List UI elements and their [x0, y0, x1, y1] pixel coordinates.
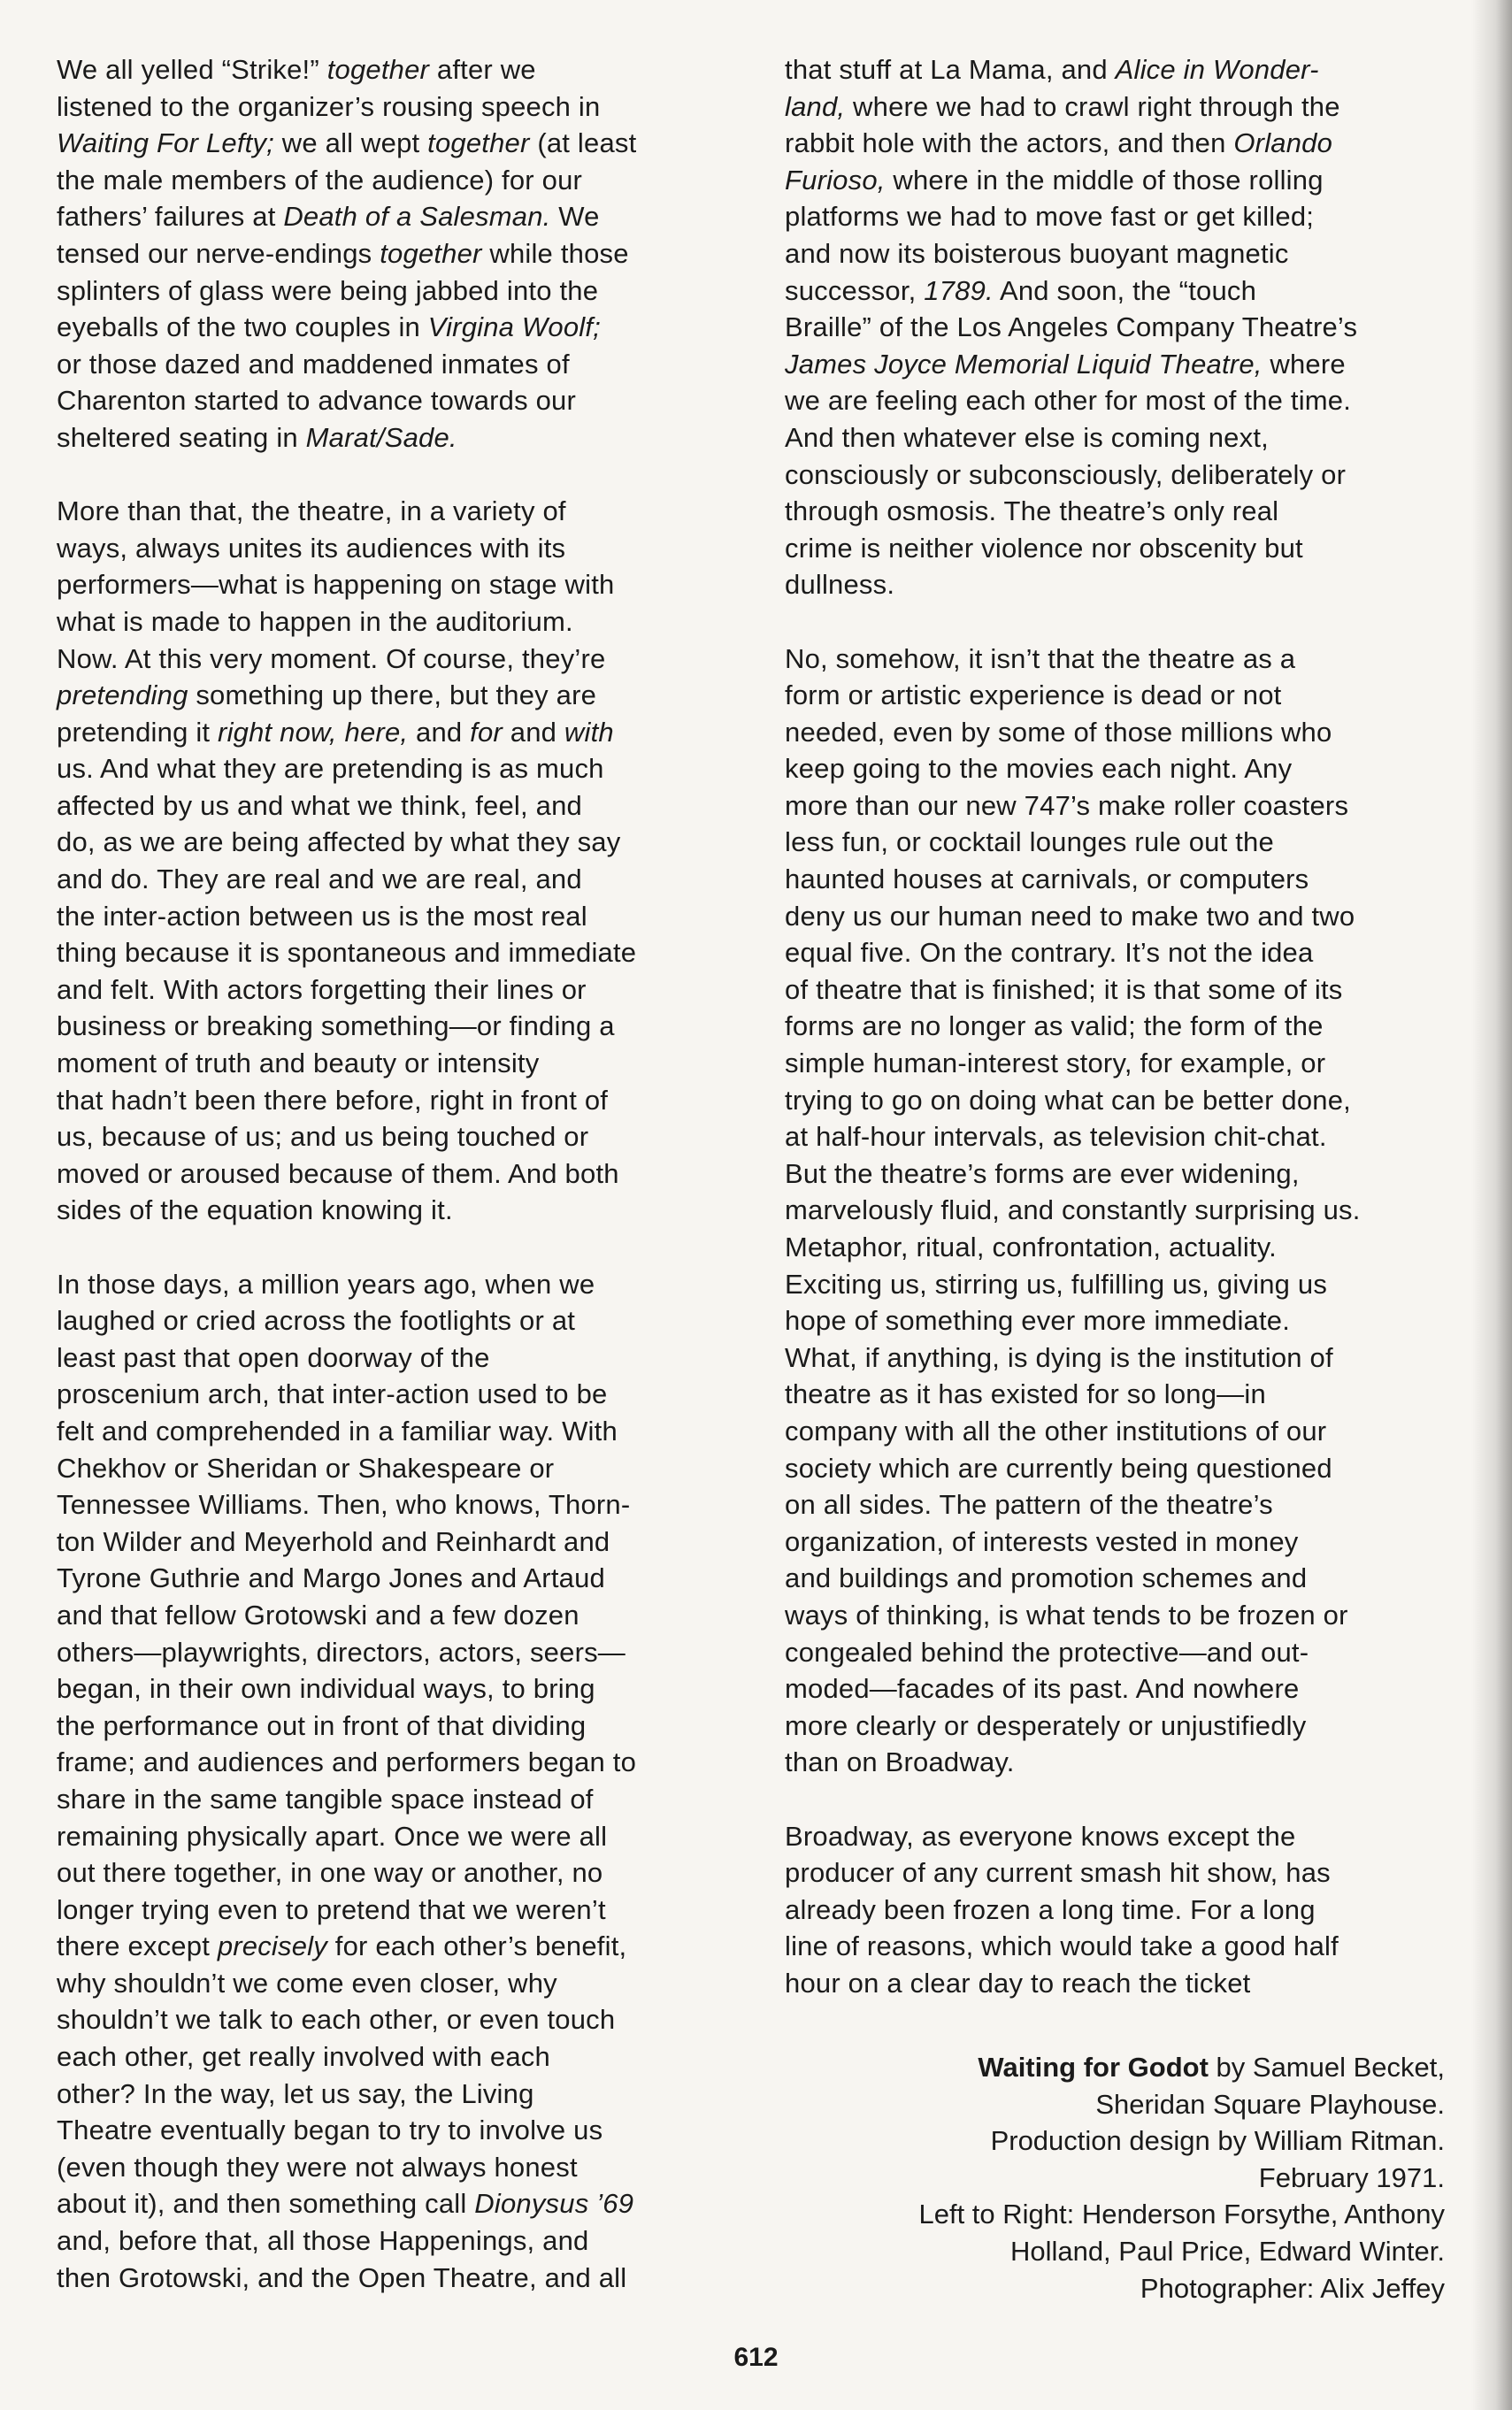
- text-line: What, if anything, is dying is the institution of: [785, 1341, 1333, 1373]
- text-line: ways of thinking, is what tends to be frozen or: [785, 1599, 1348, 1631]
- text-line: Charenton started to advance towards our: [57, 385, 577, 417]
- text-line: the inter-action between us is the most real: [57, 900, 587, 932]
- text-line: then Grotowski, and the Open Theatre, and all: [57, 2261, 627, 2293]
- text-line: each other, get really involved with each: [57, 2041, 550, 2073]
- article-paragraph: [57, 493, 729, 1229]
- text-line: more clearly or desperately or unjustifiedly: [785, 1709, 1307, 1741]
- text-line: through osmosis. The theatre’s only real: [785, 495, 1279, 527]
- text-line: Tennessee Williams. Then, who knows, Thorn-: [57, 1489, 631, 1521]
- text-line: Furioso, where in the middle of those rolling: [785, 164, 1324, 196]
- caption-line: February 1971.: [1258, 2161, 1445, 2193]
- text-line: line of reasons, which would take a good half: [785, 1930, 1339, 1962]
- text-line: began, in their own individual ways, to bring: [57, 1673, 595, 1705]
- text-line: forms are no longer as valid; the form of the: [785, 1010, 1324, 1042]
- caption-line: Sheridan Square Playhouse.: [1095, 2088, 1445, 2120]
- text-line: proscenium arch, that inter-action used to be: [57, 1378, 608, 1410]
- text-line: why shouldn’t we come even closer, why: [57, 1967, 557, 1999]
- text-line: shouldn’t we talk to each other, or even touch: [57, 2004, 616, 2036]
- text-line: equal five. On the contrary. It’s not the idea: [785, 937, 1314, 969]
- text-line: sheltered seating in Marat/Sade.: [57, 421, 457, 453]
- text-line: successor, 1789. And soon, the “touch: [785, 274, 1257, 306]
- text-line: James Joyce Memorial Liquid Theatre, where: [785, 348, 1346, 380]
- text-line: frame; and audiences and performers began to: [57, 1746, 637, 1778]
- article-paragraph: [57, 51, 729, 457]
- text-line: theatre as it has existed for so long—in: [785, 1378, 1266, 1410]
- text-line: longer trying even to pretend that we weren’t: [57, 1893, 606, 1925]
- text-line: on all sides. The pattern of the theatre’s: [785, 1489, 1273, 1521]
- text-line: we are feeling each other for most of the time.: [785, 385, 1352, 417]
- text-line: share in the same tangible space instead of: [57, 1783, 594, 1815]
- text-line: the performance out in front of that dividing: [57, 1709, 587, 1741]
- text-line: deny us our human need to make two and two: [785, 900, 1355, 932]
- right-column: [785, 51, 1484, 2038]
- text-line: keep going to the movies each night. Any: [785, 753, 1293, 785]
- text-line: affected by us and what we think, feel, and: [57, 789, 582, 821]
- text-line: us, because of us; and us being touched or: [57, 1121, 589, 1153]
- text-line: consciously or subconsciously, deliberately or: [785, 458, 1347, 490]
- text-line: business or breaking something—or finding a: [57, 1010, 615, 1042]
- text-line: moded—facades of its past. And nowhere: [785, 1673, 1300, 1705]
- text-line: and buildings and promotion schemes and: [785, 1562, 1308, 1594]
- text-line: and now its boisterous buoyant magnetic: [785, 237, 1289, 269]
- caption-line: Left to Right: Henderson Forsythe, Anthony: [918, 2199, 1445, 2230]
- article-paragraph: [785, 51, 1484, 603]
- text-line: and that fellow Grotowski and a few dozen: [57, 1599, 579, 1631]
- text-line: of theatre that is finished; it is that some of its: [785, 973, 1343, 1005]
- left-column: [57, 51, 729, 2333]
- text-line: more than our new 747’s make roller coasters: [785, 789, 1349, 821]
- caption-line: Photographer: Alix Jeffey: [1140, 2272, 1445, 2304]
- text-line: eyeballs of the two couples in Virgina Woolf;: [57, 311, 601, 343]
- photo-caption: [918, 2049, 1445, 2306]
- text-line: and do. They are real and we are real, and: [57, 863, 582, 895]
- text-line: platforms we had to move fast or get killed;: [785, 201, 1315, 233]
- text-line: trying to go on doing what can be better done,: [785, 1084, 1351, 1116]
- text-line: hour on a clear day to reach the ticket: [785, 1967, 1251, 1999]
- text-line: congealed behind the protective—and out-: [785, 1636, 1309, 1668]
- text-line: less fun, or cocktail lounges rule out the: [785, 826, 1274, 858]
- text-line: Waiting For Lefty; we all wept together (at least: [57, 127, 637, 159]
- text-line: Braille” of the Los Angeles Company Theatre’s: [785, 311, 1358, 343]
- text-line: us. And what they are pretending is as much: [57, 753, 604, 785]
- text-line: thing because it is spontaneous and immediate: [57, 937, 637, 969]
- text-line: form or artistic experience is dead or not: [785, 679, 1282, 711]
- article-paragraph: [785, 641, 1484, 1781]
- text-line: out there together, in one way or another, no: [57, 1857, 603, 1889]
- text-line: and, before that, all those Happenings, and: [57, 2225, 589, 2257]
- text-line: what is made to happen in the auditorium.: [57, 605, 573, 637]
- text-line: pretending it right now, here, and for and with: [57, 716, 614, 748]
- text-line: remaining physically apart. Once we were all: [57, 1820, 608, 1852]
- text-line: laughed or cried across the footlights or at: [57, 1305, 576, 1337]
- text-line: Now. At this very moment. Of course, they’re: [57, 642, 606, 674]
- text-line: haunted houses at carnivals, or computers: [785, 863, 1309, 895]
- article-paragraph: [57, 1266, 729, 2297]
- page-edge-shadow: [1471, 0, 1512, 2410]
- text-line: already been frozen a long time. For a long: [785, 1893, 1316, 1925]
- text-line: We all yelled “Strike!” together after we: [57, 54, 536, 85]
- text-line: hope of something ever more immediate.: [785, 1305, 1291, 1337]
- text-line: than on Broadway.: [785, 1746, 1015, 1778]
- text-line: simple human-interest story, for example, or: [785, 1048, 1326, 1079]
- text-line: moved or aroused because of them. And both: [57, 1157, 619, 1189]
- text-line: needed, even by some of those millions who: [785, 716, 1332, 748]
- text-line: the male members of the audience) for our: [57, 164, 583, 196]
- text-line: there except precisely for each other’s benefit,: [57, 1930, 627, 1962]
- text-line: pretending something up there, but they are: [57, 679, 597, 711]
- text-line: Chekhov or Sheridan or Shakespeare or: [57, 1452, 555, 1484]
- text-line: tensed our nerve-endings together while those: [57, 237, 629, 269]
- text-line: Broadway, as everyone knows except the: [785, 1820, 1296, 1852]
- text-line: that stuff at La Mama, and Alice in Wonder-: [785, 54, 1319, 85]
- text-line: But the theatre’s forms are ever widening,: [785, 1157, 1300, 1189]
- text-line: organization, of interests vested in money: [785, 1525, 1299, 1557]
- text-line: society which are currently being questioned: [785, 1452, 1332, 1484]
- text-line: that hadn’t been there before, right in front of: [57, 1084, 609, 1116]
- text-line: Tyrone Guthrie and Margo Jones and Artaud: [57, 1562, 605, 1594]
- text-line: at half-hour intervals, as television chit-chat.: [785, 1121, 1327, 1153]
- text-line: producer of any current smash hit show, has: [785, 1857, 1331, 1889]
- text-line: felt and comprehended in a familiar way. With: [57, 1415, 618, 1447]
- text-line: or those dazed and maddened inmates of: [57, 348, 570, 380]
- text-line: performers—what is happening on stage with: [57, 569, 615, 601]
- text-line: company with all the other institutions of our: [785, 1415, 1327, 1447]
- text-line: listened to the organizer’s rousing speech in: [57, 90, 601, 122]
- caption-title-line: [918, 2049, 1445, 2086]
- text-line: And then whatever else is coming next,: [785, 421, 1269, 453]
- text-line: least past that open doorway of the: [57, 1341, 490, 1373]
- article-paragraph: [785, 1818, 1484, 2002]
- text-line: others—playwrights, directors, actors, seers—: [57, 1636, 626, 1668]
- caption-line: Holland, Paul Price, Edward Winter.: [1009, 2235, 1445, 2267]
- text-line: ways, always unites its audiences with its: [57, 532, 566, 564]
- text-line: land, where we had to crawl right through the: [785, 90, 1340, 122]
- text-line: dullness.: [785, 569, 895, 601]
- text-line: No, somehow, it isn’t that the theatre as a: [785, 642, 1296, 674]
- text-line: Theatre eventually began to try to involve us: [57, 2115, 603, 2146]
- text-line: about it), and then something call Dionysus ’69: [57, 2188, 634, 2220]
- text-line: and felt. With actors forgetting their lines or: [57, 973, 587, 1005]
- text-line: (even though they were not always honest: [57, 2151, 578, 2183]
- caption-title-suffix: by Samuel Becket,: [1208, 2052, 1445, 2083]
- text-line: Metaphor, ritual, confrontation, actuality.: [785, 1232, 1277, 1263]
- text-line: ton Wilder and Meyerhold and Reinhardt and: [57, 1525, 610, 1557]
- text-line: do, as we are being affected by what they say: [57, 826, 621, 858]
- text-line: More than that, the theatre, in a variety of: [57, 495, 566, 527]
- text-line: fathers’ failures at Death of a Salesman. We: [57, 201, 600, 233]
- caption-line: Production design by William Ritman.: [990, 2125, 1445, 2157]
- text-line: Exciting us, stirring us, fulfilling us, giving us: [785, 1268, 1328, 1300]
- text-line: rabbit hole with the actors, and then Orlando: [785, 127, 1333, 159]
- text-line: other? In the way, let us say, the Living: [57, 2077, 534, 2109]
- text-line: marvelously fluid, and constantly surprising us.: [785, 1194, 1361, 1226]
- text-line: splinters of glass were being jabbed into the: [57, 274, 599, 306]
- text-line: moment of truth and beauty or intensity: [57, 1048, 540, 1079]
- text-line: In those days, a million years ago, when we: [57, 1268, 595, 1300]
- page-number: 612: [733, 2343, 779, 2372]
- caption-title: Waiting for Godot: [978, 2052, 1209, 2083]
- text-line: crime is neither violence nor obscenity but: [785, 532, 1303, 564]
- text-line: sides of the equation knowing it.: [57, 1194, 453, 1226]
